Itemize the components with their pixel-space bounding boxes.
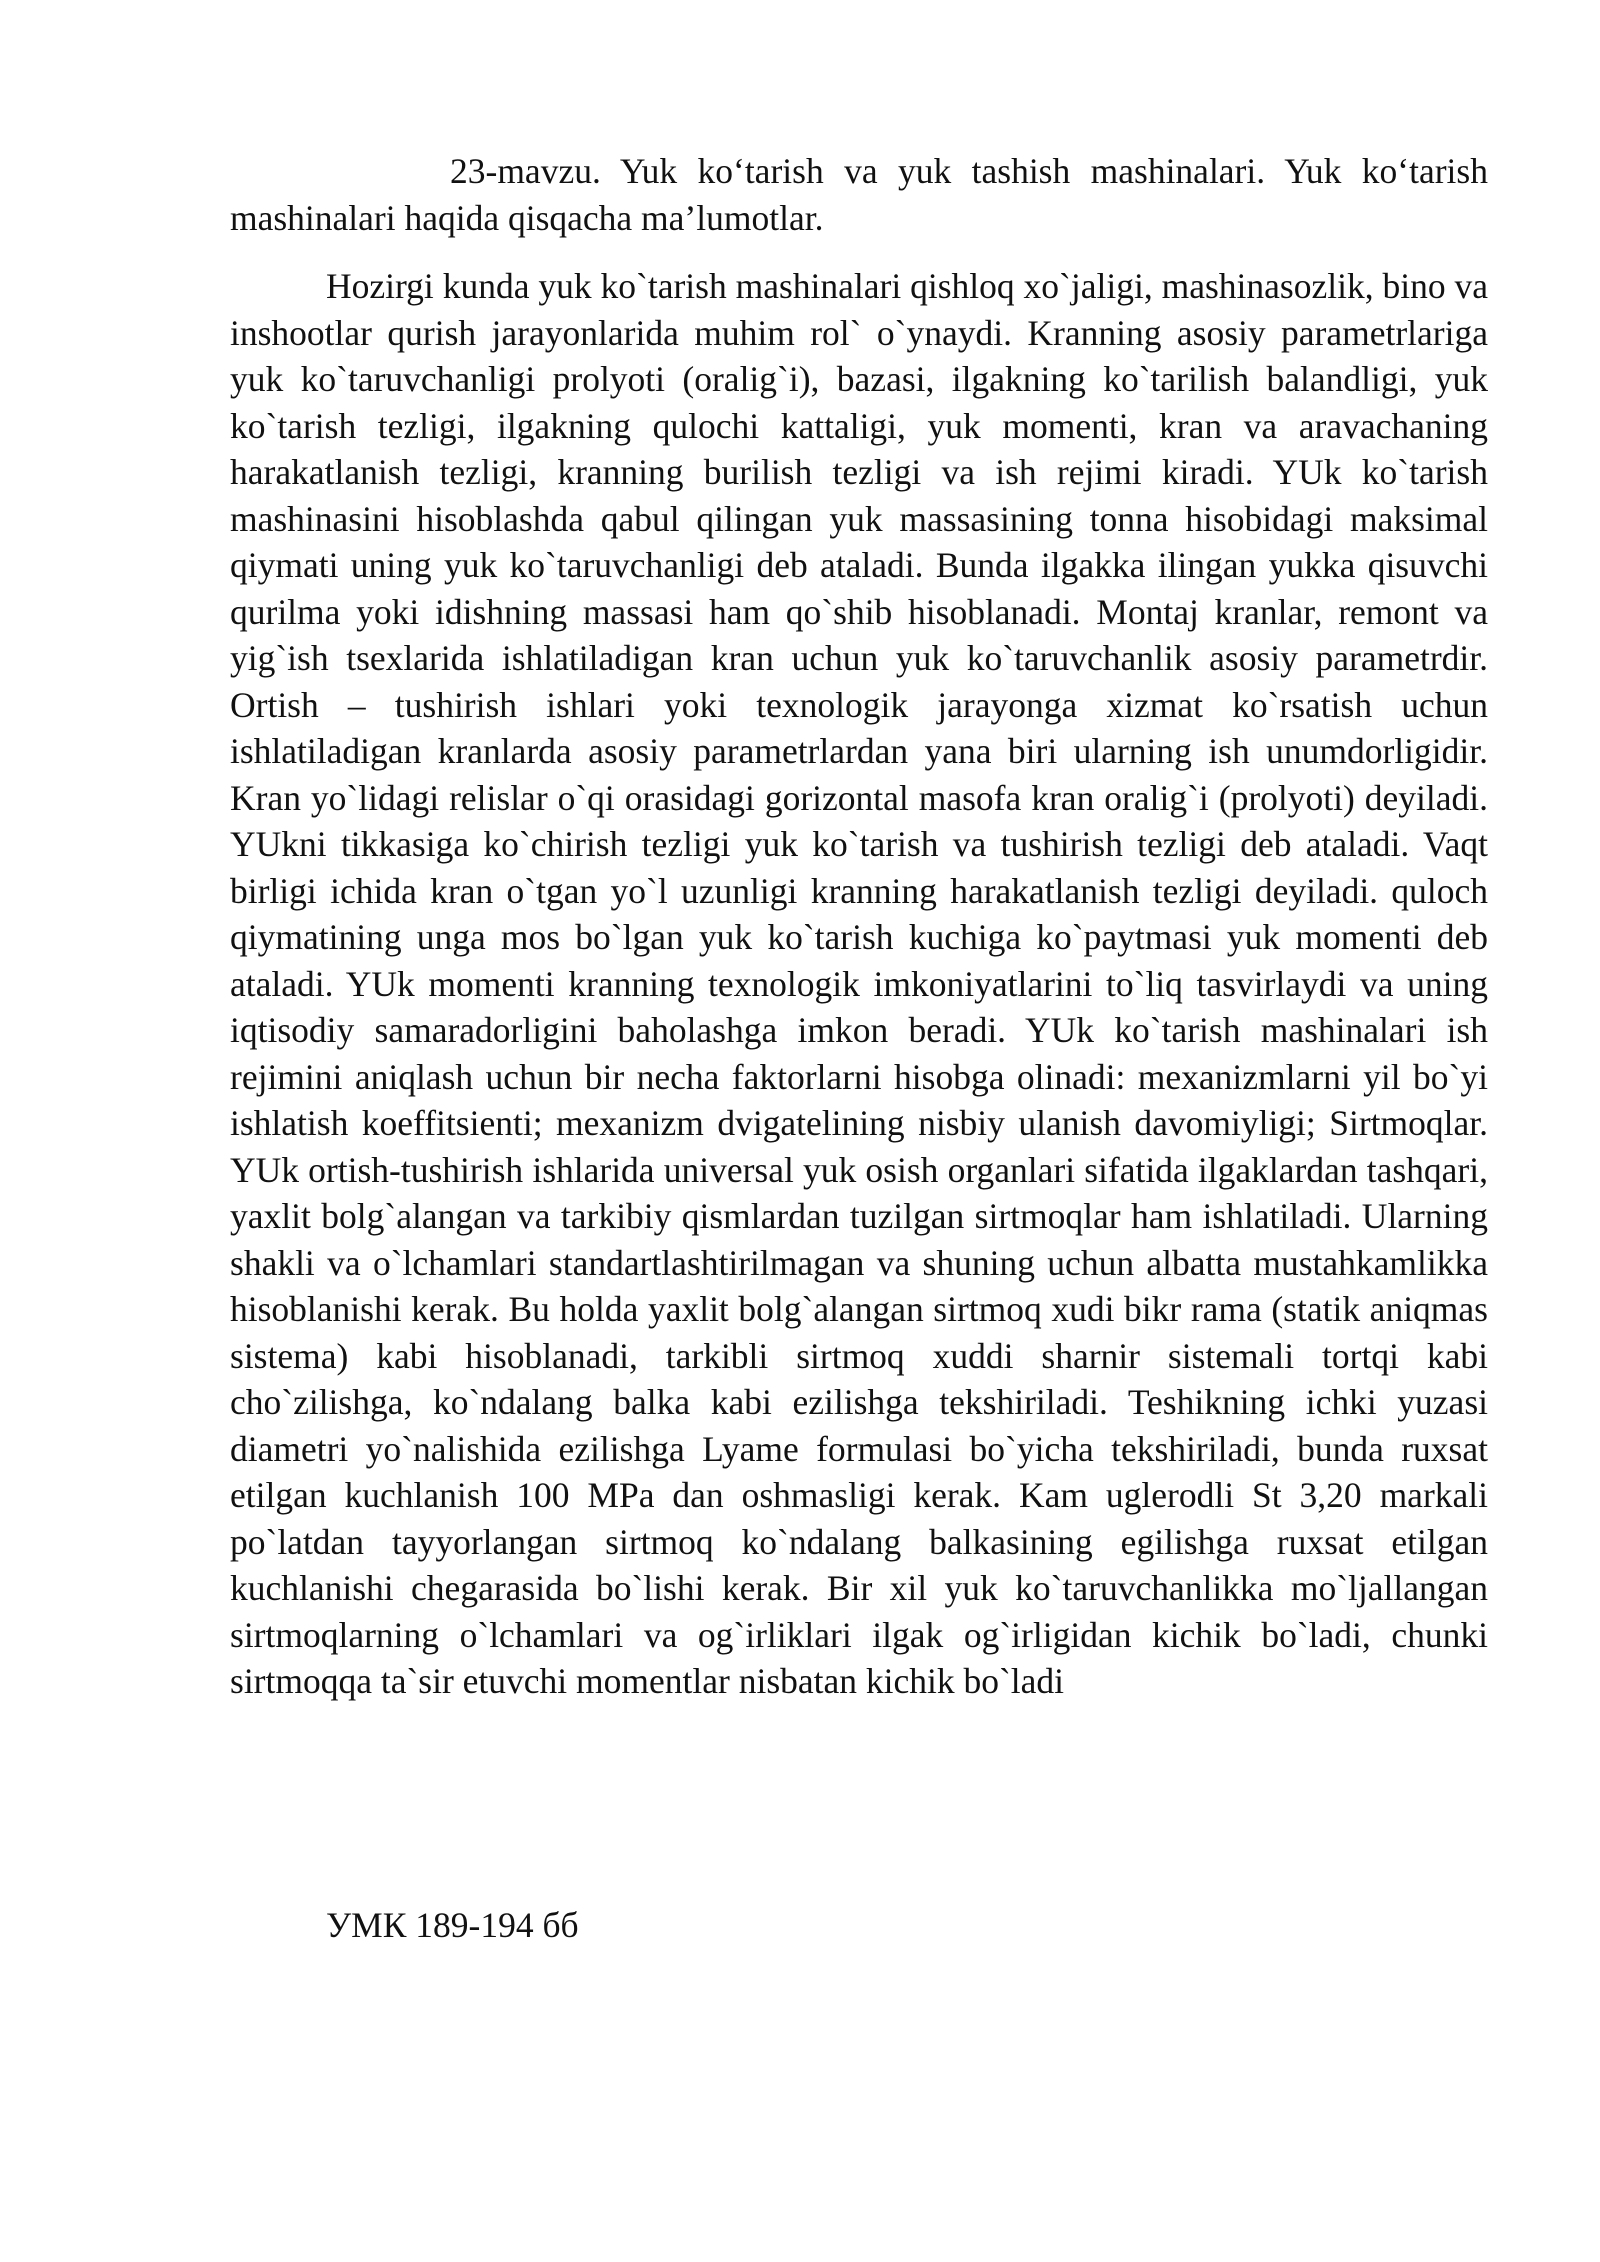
body-paragraph: Hozirgi kunda yuk ko`tarish mashinalari qishloq xo`jaligi, mashinasozlik, bino va inshootlar qurish jarayonlarida muhim rol` o`ynaydi. Kranning asosiy parametrlariga yuk ko`taruvchanligi prolyoti (oralig`i), bazasi, ilgakning ko`tarilish balandligi, yuk ko`tarish tezligi, ilgakning qulochi kattaligi, yuk momenti, kran va aravachaning harakatlanish tezligi, kranning burilish tezligi va ish rejimi kiradi. YUk ko`tarish mashinasini hisoblashda qabul qilingan yuk massasining tonna hisobidagi maksimal qiymati uning yuk ko`taruvchanligi deb ataladi. Bunda ilgakka ilingan yukka qisuvchi qurilma yoki idishning massasi ham qo`shib hisoblanadi. Montaj kranlar, remont va yig`ish tsexlarida ishlatiladigan kran uchun yuk ko`taruvchanlik asosiy parametrdir. Ortish – tushirish ishlari yoki texnologik jarayonga xizmat ko`rsatish uchun ishlatiladigan kranlarda asosiy parametrlardan yana biri ularning ish unumdorligidir. Kran yo`lidagi relislar o`qi orasidagi gorizontal masofa kran oralig`i (prolyoti) deyiladi. YUkni tikkasiga ko`chirish tezligi yuk ko`tarish va tushirish tezligi deb ataladi. Vaqt birligi ichida kran o`tgan yo`l uzunligi kranning harakatlanish tezligi deyiladi. quloch qiymatining unga mos bo`lgan yuk ko`tarish kuchiga ko`paytmasi yuk momenti deb ataladi. YUk momenti kranning texnologik imkoniyatlarini to`liq tasvirlaydi va uning iqtisodiy samaradorligini baholashga imkon beradi. YUk ko`tarish mashinalari ish rejimini aniqlash uchun bir necha faktorlarni hisobga olinadi: mexanizmlarni yil bo`yi ishlatish koeffitsienti; mexanizm dvigatelining nisbiy ulanish davomiyligi; Sirtmoqlar. YUk ortish-tushirish ishlarida universal yuk osish organlari sifatida ilgaklardan tashqari, yaxlit bolg`alangan va tarkibiy qismlardan tuzilgan sirtmoqlar ham ishlatiladi. Ularning shakli va o`lchamlari standartlashtirilmagan va shuning uchun albatta mustahkamlikka hisoblanishi kerak. Bu holda yaxlit bolg`alangan sirtmoq xudi bikr rama (statik aniqmas sistema) kabi hisoblanadi, tarkibli sirtmoq xuddi sharnir sistemali tortqi kabi cho`zilishga, ko`ndalang balka kabi ezilishga tekshiriladi. Teshikning ichki yuzasi diametri yo`nalishida ezilishga Lyame formulasi bo`yicha tekshiriladi, bunda ruxsat etilgan kuchlanish 100 MPa dan oshmasligi kerak. Kam uglerodli St 3,20 markali po`latdan tayyorlangan sirtmoq ko`ndalang balkasining egilishga ruxsat etilgan kuchlanishi chegarasida bo`lishi kerak. Bir xil yuk ko`taruvchanlikka mo`ljallangan sirtmoqlarning o`lchamlari va og`irliklari ilgak og`irligidan kichik bo`ladi, chunki sirtmoqqa ta`sir etuvchi momentlar nisbatan kichik bo`ladi: [230, 266, 1488, 1701]
topic-title: 23-mavzu. Yuk ko‘tarish va yuk tashish mashinalari. Yuk ko‘tarish mashinalari haqida qisqacha ma’lumotlar.: [230, 151, 1488, 238]
document-page: [230, 148, 1488, 1705]
reference-note: УМК 189-194 бб: [326, 1905, 579, 1945]
